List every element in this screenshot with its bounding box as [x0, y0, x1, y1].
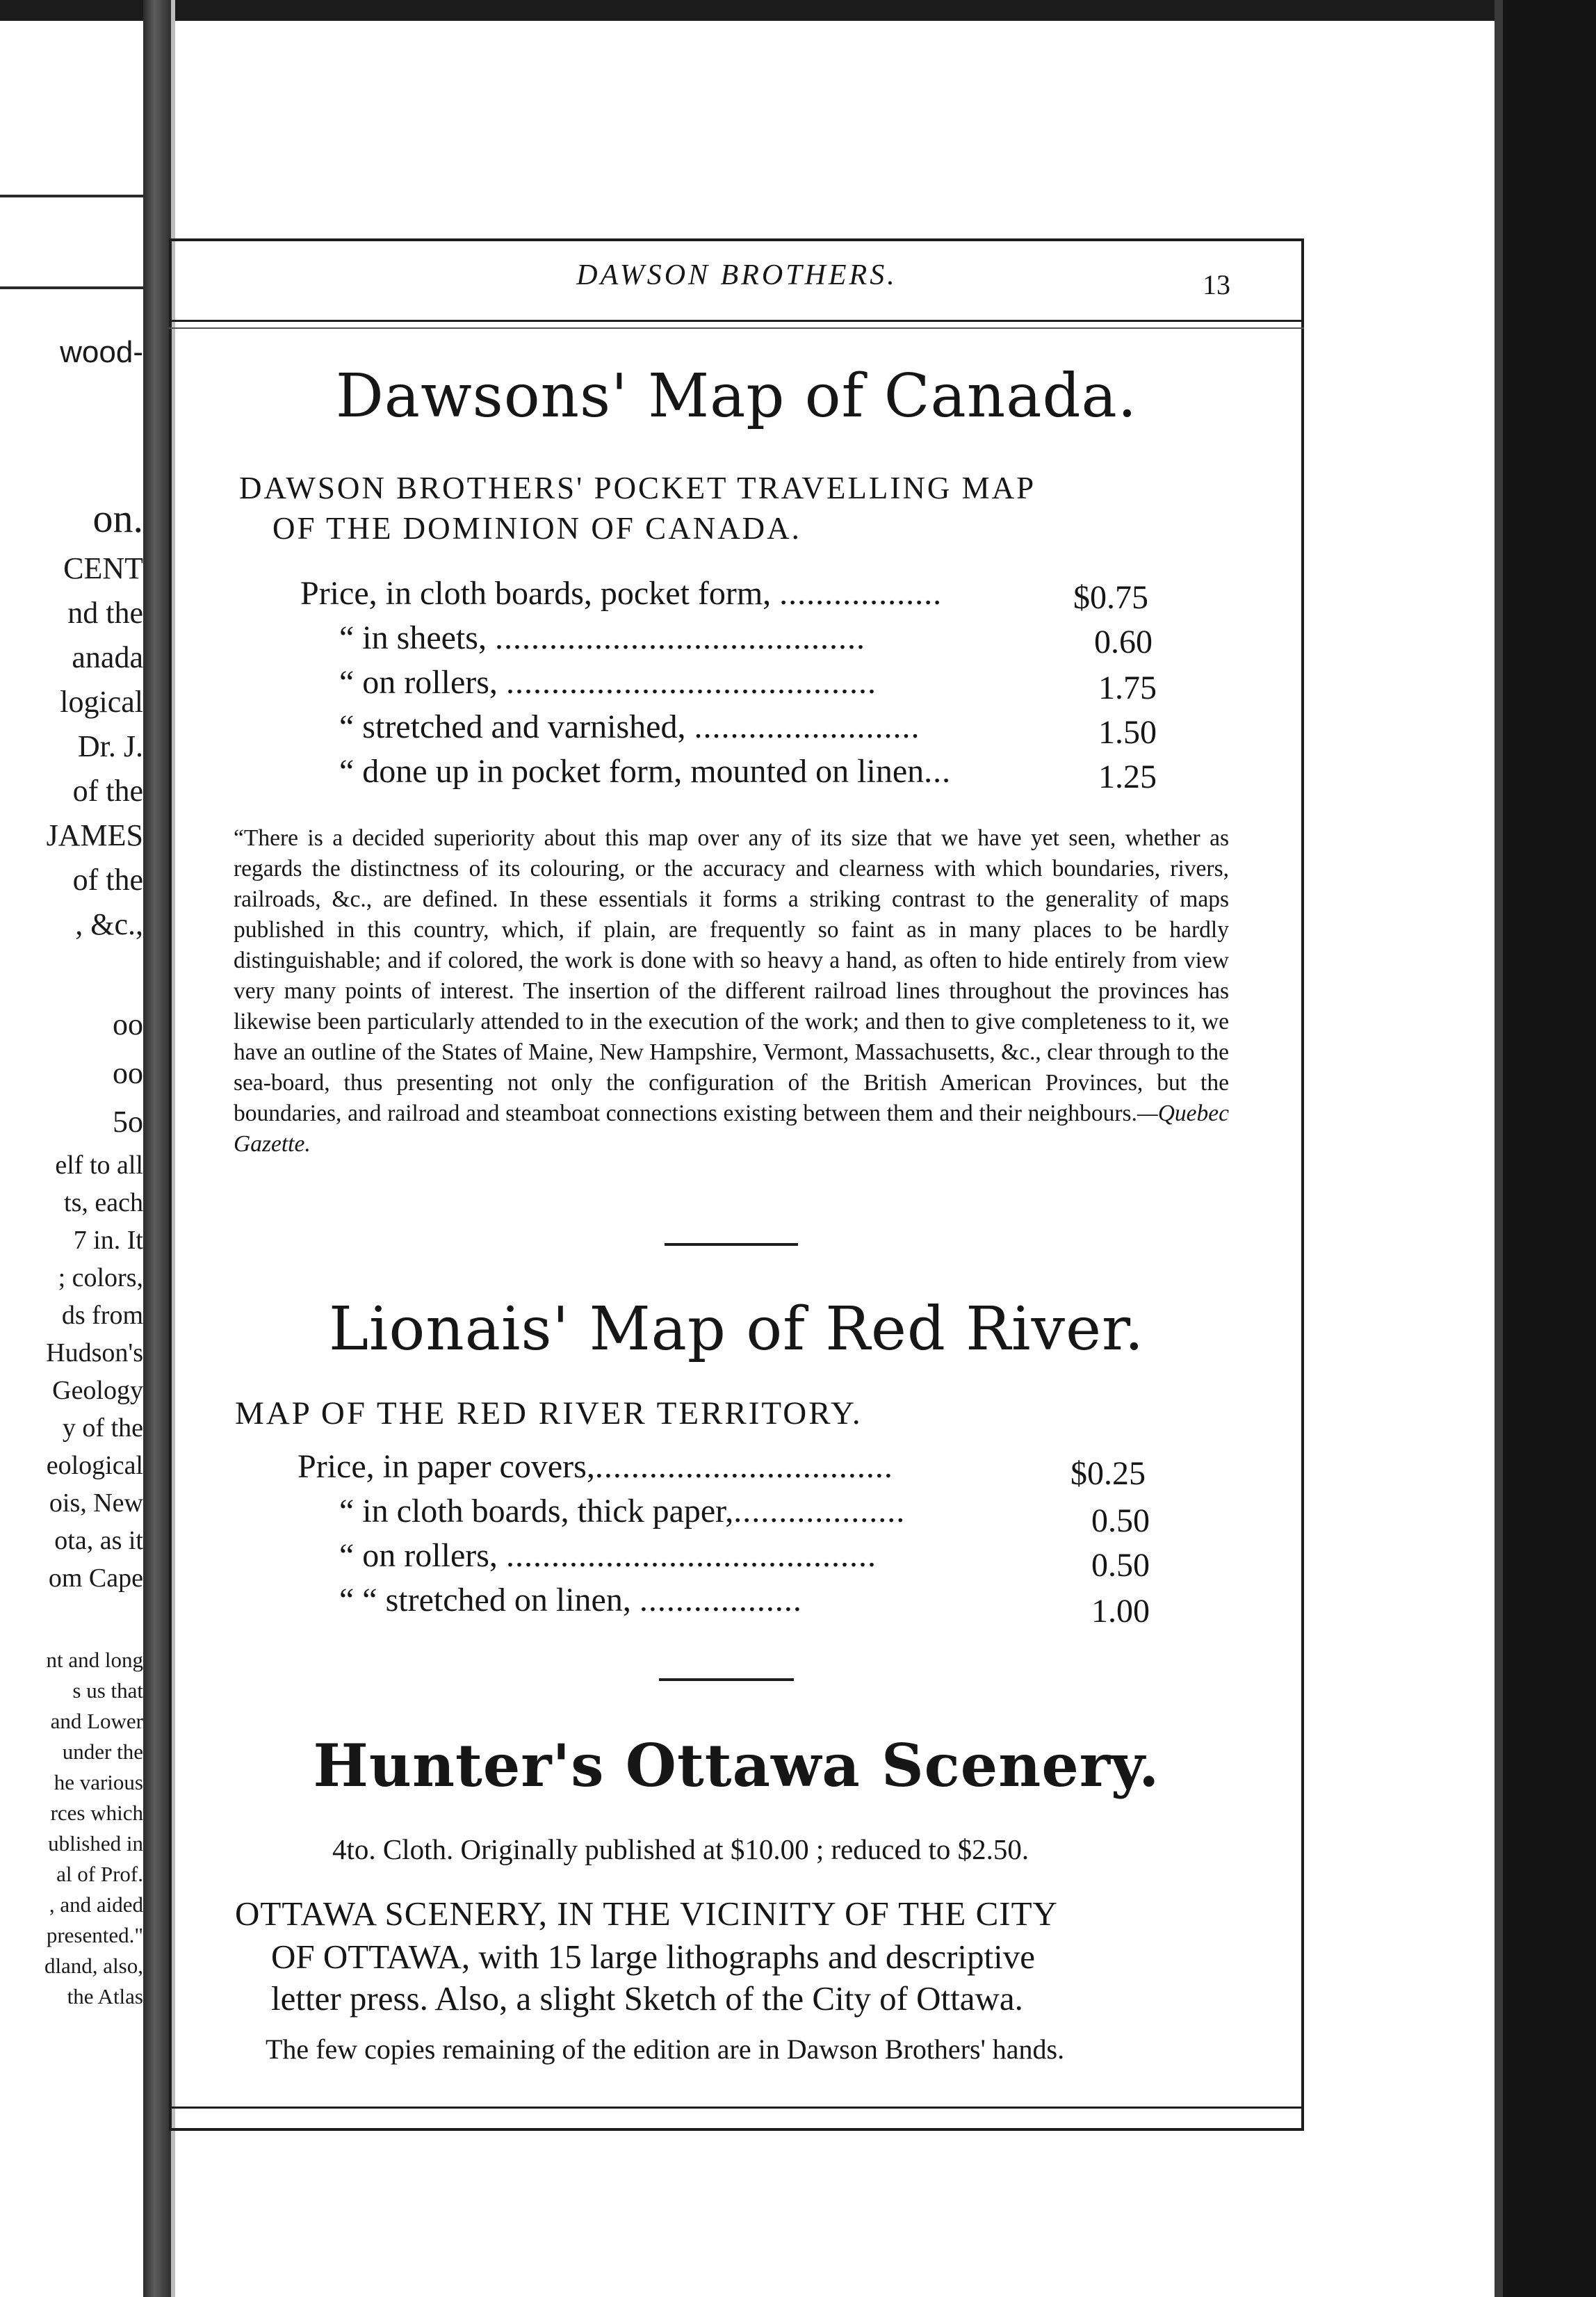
price-row	[339, 1536, 877, 1575]
description-line: OF OTTAWA, with 15 large lithographs and descriptive	[271, 1938, 1035, 1976]
left-page-line: rces which	[50, 1801, 143, 1825]
description-line: letter press. Also, a slight Sketch of the City of Ottawa.	[271, 1979, 1023, 2018]
price-row	[339, 752, 951, 790]
leader-dots: ..................	[779, 575, 943, 612]
section-divider	[659, 1678, 794, 1681]
left-page-line: on.	[92, 496, 143, 541]
left-page-line: presented."	[46, 1923, 143, 1947]
leader-dots: .........................	[694, 708, 920, 745]
left-page-rule	[0, 286, 143, 289]
section-title-hunters-scenery: Hunter's Ottawa Scenery.	[313, 1731, 1160, 1800]
quote-source: —Quebec Gazette.	[234, 1101, 1229, 1157]
left-page-line: 5o	[113, 1105, 143, 1139]
price-value: 1.50	[1098, 714, 1157, 751]
price-label: “ done up in pocket form, mounted on linen	[339, 753, 925, 790]
price-row	[339, 619, 865, 657]
price-value: $0.25	[1070, 1455, 1146, 1492]
price-value: 0.50	[1091, 1547, 1150, 1584]
left-page-line: wood-	[60, 335, 143, 369]
left-page-line: Dr. J.	[77, 729, 143, 763]
left-page-line: eological	[46, 1451, 143, 1480]
left-page-line: ota, as it	[54, 1526, 143, 1555]
header-rule-secondary	[169, 327, 1304, 329]
press-quote	[234, 823, 1229, 1160]
left-page-line: under the	[62, 1739, 143, 1764]
page-edge-right	[1495, 0, 1503, 2297]
left-page-line: CENT	[63, 551, 143, 585]
description-line: The few copies remaining of the edition are in Dawson Brothers' hands.	[266, 2034, 1065, 2065]
left-page-line: nd the	[67, 596, 143, 630]
leader-dots: ...	[924, 753, 952, 790]
price-value: 1.75	[1098, 669, 1157, 706]
left-page-line: Geology	[52, 1376, 143, 1405]
leader-dots: .................................	[594, 1448, 893, 1485]
price-label: “ on rollers,	[339, 1537, 498, 1574]
left-page-line: elf to all	[55, 1151, 143, 1180]
left-page-line: , &c.,	[75, 907, 143, 941]
left-page-rule	[0, 195, 143, 197]
left-page-line: and Lower	[50, 1709, 143, 1733]
footer-rule	[169, 2107, 1304, 2109]
left-page-line: logical	[60, 685, 143, 719]
leader-dots: ..................	[639, 1582, 802, 1618]
price-label: “ in cloth boards, thick paper,	[339, 1493, 734, 1529]
section-title-lionais-map: Lionais' Map of Red River.	[328, 1294, 1145, 1364]
left-page-line: of the	[72, 774, 143, 808]
leader-dots: .........................................	[505, 1537, 877, 1574]
left-page-line: ts, each	[64, 1188, 143, 1217]
left-page-line: the Atlas	[67, 1984, 143, 2008]
leader-dots: ...................	[733, 1493, 906, 1529]
section-subtitle: MAP OF THE RED RIVER TERRITORY.	[235, 1395, 863, 1431]
left-page-line: anada	[72, 640, 143, 674]
section-subtitle: OF THE DOMINION OF CANADA.	[272, 511, 801, 546]
left-page-line: om Cape	[48, 1564, 143, 1593]
price-label: Price, in cloth boards, pocket form,	[300, 575, 772, 612]
quote-text: “There is a decided superiority about this map over any of its size that we have yet seen, whether as regards the distinctness of its colouring, or the accuracy and clearness with which boundaries, rivers, railroads, &c., are defined. In these essentials it forms a striking contrast to the generality of maps published in this country, which, if plain, are frequently so faint as in many places to be hardly distinguishable; and if colored, the work is done with so heavy a hand, as often to hide entirely from view very many points of interest. The insertion of the different railroad lines throughout the provinces has likewise been particularly attended to in the execution of the work; and then to give completeness to it, we have an outline of the States of Maine, New Hampshire, Vermont, Massachusetts, &c., clear through to the sea-board, thus presenting not only the configuration of the British American Provinces, but the boundaries, and railroad and steamboat connections existing between them and their neighbours.	[234, 825, 1229, 1126]
price-label: Price, in paper covers,	[298, 1448, 595, 1485]
section-divider	[665, 1243, 798, 1246]
price-row	[298, 1447, 893, 1486]
header-rule	[169, 320, 1304, 322]
scan-edge-top	[0, 0, 1596, 21]
price-row	[339, 663, 877, 701]
price-row	[339, 1581, 802, 1619]
scan-edge-right	[1503, 0, 1596, 2297]
price-row	[300, 574, 942, 612]
book-spine-shadow	[143, 0, 171, 2297]
left-page-line: ois, New	[49, 1488, 143, 1518]
left-page-line: oo	[113, 1007, 143, 1041]
price-label: “ stretched and varnished,	[339, 708, 686, 745]
page-number: 13	[1203, 269, 1230, 300]
price-label: “ on rollers,	[339, 664, 498, 701]
left-page-line: JAMES	[46, 818, 143, 852]
left-page-line: , and aided	[49, 1892, 143, 1917]
left-page-line: al of Prof.	[56, 1862, 143, 1886]
left-page-line: oo	[113, 1056, 143, 1090]
left-page-line: Hudson's	[46, 1338, 143, 1367]
left-page-line: he various	[54, 1770, 143, 1794]
left-page-line: ds from	[61, 1301, 143, 1330]
left-page-line: s us that	[72, 1678, 143, 1703]
price-value: 0.60	[1094, 624, 1153, 660]
description-line: OTTAWA SCENERY, IN THE VICINITY OF THE CITY	[235, 1894, 1058, 1933]
price-value: 1.00	[1091, 1593, 1150, 1630]
left-page-line: ublished in	[48, 1831, 143, 1856]
price-value: 0.50	[1091, 1502, 1150, 1539]
left-page-line: nt and long	[46, 1648, 143, 1672]
left-page-line: y of the	[62, 1413, 143, 1443]
left-page-line: of the	[72, 863, 143, 897]
price-value: $0.75	[1073, 579, 1148, 616]
price-row	[339, 1492, 905, 1530]
leader-dots: .........................................	[494, 619, 865, 656]
previous-page-fragment	[0, 0, 143, 2297]
section-title-dawsons-map: Dawsons' Map of Canada.	[335, 362, 1138, 431]
left-page-line: 7 in. It	[73, 1226, 143, 1255]
section-subtitle: DAWSON BROTHERS' POCKET TRAVELLING MAP	[239, 471, 1036, 505]
running-head: DAWSON BROTHERS.	[576, 259, 897, 291]
left-page-line: dland, also,	[44, 1954, 143, 1978]
price-value: 1.25	[1098, 758, 1157, 795]
leader-dots: .........................................	[505, 664, 877, 701]
edition-note: 4to. Cloth. Originally published at $10.00 ; reduced to $2.50.	[332, 1833, 1029, 1865]
left-page-line: ; colors,	[58, 1263, 143, 1292]
price-row	[339, 708, 920, 746]
price-label: “ “ stretched on linen,	[339, 1582, 631, 1618]
price-label: “ in sheets,	[339, 619, 487, 656]
